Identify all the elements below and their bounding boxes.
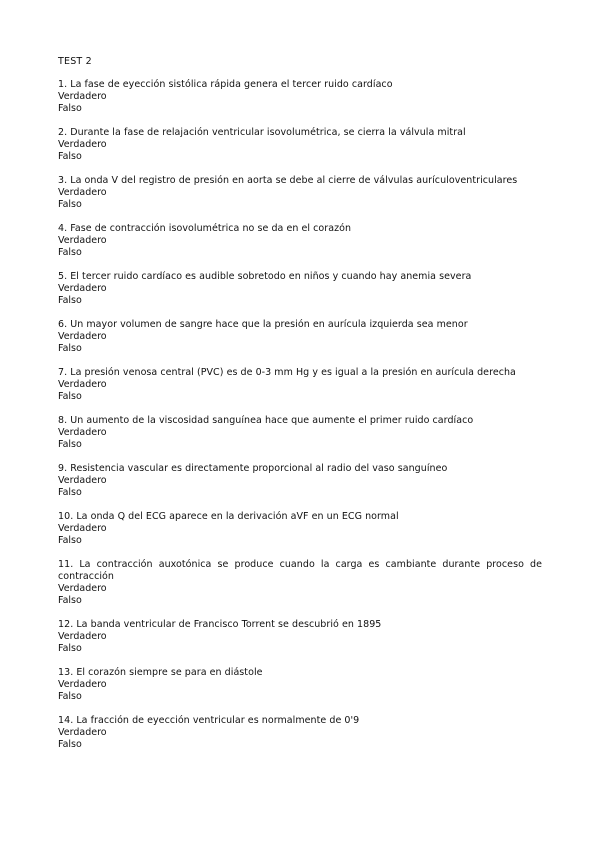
question-item [58, 271, 542, 307]
option-false: Falso [58, 103, 82, 114]
question-text: 9. Resistencia vascular es directamente proporcional al radio del vaso sanguíneo [58, 463, 448, 474]
question-text: 12. La banda ventricular de Francisco Torrent se descubrió en 1895 [58, 619, 382, 630]
question-text: 7. La presión venosa central (PVC) es de 0-3 mm Hg y es igual a la presión en aurícula derecha [58, 367, 516, 378]
question-text: 14. La fracción de eyección ventricular es normalmente de 0'9 [58, 715, 360, 726]
option-false: Falso [58, 487, 82, 498]
option-true: Verdadero [58, 523, 107, 534]
question-text: 11. La contracción auxotónica se produce cuando la carga es cambiante durante proceso de contracción [58, 559, 542, 582]
question-text: 3. La onda V del registro de presión en aorta se debe al cierre de válvulas aurículoventriculares [58, 175, 518, 186]
question-text: 2. Durante la fase de relajación ventricular isovolumétrica, se cierra la válvula mitral [58, 127, 466, 138]
option-false: Falso [58, 343, 82, 354]
option-false: Falso [58, 151, 82, 162]
option-false: Falso [58, 643, 82, 654]
question-item [58, 667, 542, 703]
option-false: Falso [58, 247, 82, 258]
question-text: 5. El tercer ruido cardíaco es audible sobretodo en niños y cuando hay anemia severa [58, 271, 472, 282]
question-item [58, 511, 542, 547]
option-true: Verdadero [58, 331, 107, 342]
question-item [58, 367, 542, 403]
option-false: Falso [58, 739, 82, 750]
question-text: 1. La fase de eyección sistólica rápida genera el tercer ruido cardíaco [58, 79, 393, 90]
question-text: 6. Un mayor volumen de sangre hace que la presión en aurícula izquierda sea menor [58, 319, 468, 330]
option-true: Verdadero [58, 139, 107, 150]
option-false: Falso [58, 439, 82, 450]
question-item [58, 79, 542, 115]
option-false: Falso [58, 199, 82, 210]
option-true: Verdadero [58, 583, 107, 594]
option-true: Verdadero [58, 679, 107, 690]
question-item [58, 415, 542, 451]
question-text: 8. Un aumento de la viscosidad sanguínea hace que aumente el primer ruido cardíaco [58, 415, 474, 426]
option-true: Verdadero [58, 283, 107, 294]
question-item [58, 223, 542, 259]
option-false: Falso [58, 595, 82, 606]
option-true: Verdadero [58, 631, 107, 642]
document-page [58, 56, 542, 763]
option-false: Falso [58, 535, 82, 546]
option-true: Verdadero [58, 187, 107, 198]
option-true: Verdadero [58, 235, 107, 246]
question-item [58, 319, 542, 355]
option-true: Verdadero [58, 427, 107, 438]
option-true: Verdadero [58, 727, 107, 738]
option-true: Verdadero [58, 475, 107, 486]
question-item [58, 559, 542, 607]
option-true: Verdadero [58, 379, 107, 390]
question-item [58, 619, 542, 655]
question-item [58, 463, 542, 499]
option-true: Verdadero [58, 91, 107, 102]
option-false: Falso [58, 691, 82, 702]
question-text: 4. Fase de contracción isovolumétrica no se da en el corazón [58, 223, 352, 234]
question-text: 13. El corazón siempre se para en diástole [58, 667, 263, 678]
question-text: 10. La onda Q del ECG aparece en la derivación aVF en un ECG normal [58, 511, 399, 522]
question-item [58, 715, 542, 751]
test-title: TEST 2 [58, 56, 92, 67]
question-item [58, 127, 542, 163]
option-false: Falso [58, 295, 82, 306]
question-item [58, 175, 542, 211]
option-false: Falso [58, 391, 82, 402]
